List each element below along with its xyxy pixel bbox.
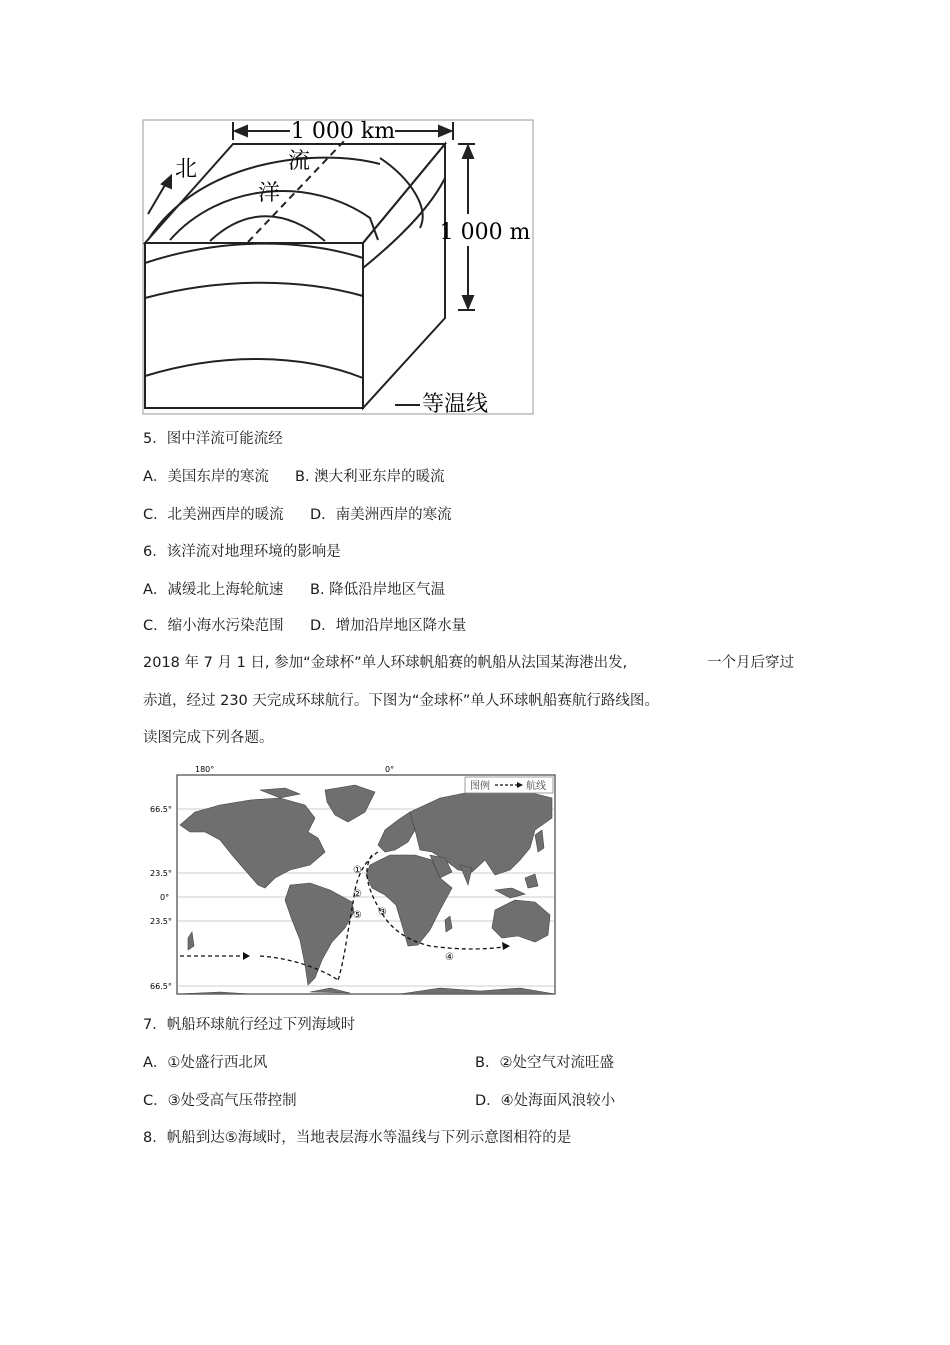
lon-0-label: 0°	[385, 765, 395, 774]
q5-stem: 5．图中洋流可能流经	[143, 431, 283, 447]
lon-180-label: 180°	[195, 765, 215, 774]
current-char-1: 流	[288, 149, 311, 174]
q5-option-d: D．南美洲西岸的寒流	[310, 507, 452, 523]
ocean-current-block-diagram	[140, 118, 540, 418]
isotherm-legend-label: 等温线	[422, 392, 489, 417]
passage-line-3: 读图完成下列各题。	[143, 730, 274, 746]
depth-label: 1 000 m	[439, 220, 531, 245]
lat-0-label: 0°	[160, 893, 170, 902]
q6-option-a: A．减缓北上海轮航速	[143, 582, 284, 598]
q7-stem: 7．帆船环球航行经过下列海域时	[143, 1017, 356, 1033]
lat-665s-label: 66.5°	[150, 982, 172, 991]
legend-route-label: 航线	[526, 781, 546, 792]
sailing-route-map	[140, 760, 560, 1000]
route-mark-5: ⑤	[353, 910, 362, 921]
route-mark-1: ①	[353, 865, 362, 876]
q7-option-a: A．①处盛行西北风	[143, 1055, 268, 1071]
route-mark-3: ③	[378, 907, 387, 918]
passage-line-1-end: 一个月后穿过	[707, 655, 794, 671]
q7-option-b: B．②处空气对流旺盛	[475, 1055, 614, 1071]
q5-option-b: B. 澳大利亚东岸的暖流	[295, 469, 445, 485]
legend-title: 图例	[470, 781, 490, 792]
q5-option-c: C．北美洲西岸的暖流	[143, 507, 284, 523]
q5-option-a: A．美国东岸的寒流	[143, 469, 269, 485]
q6-option-b: B. 降低沿岸地区气温	[310, 582, 446, 598]
q7-option-d: D．④处海面风浪较小	[475, 1093, 616, 1109]
passage-line-1: 2018 年 7 月 1 日, 参加“金球杯”单人环球帆船赛的帆船从法国某海港出发,	[143, 655, 628, 671]
width-label: 1 000 km	[290, 119, 396, 144]
lat-665n-label: 66.5°	[150, 805, 172, 814]
q6-option-c: C．缩小海水污染范围	[143, 618, 284, 634]
route-mark-2: ②	[353, 889, 362, 900]
q6-stem: 6．该洋流对地理环境的影响是	[143, 544, 341, 560]
q8-stem: 8．帆船到达⑤海域时，当地表层海水等温线与下列示意图相符的是	[143, 1130, 572, 1146]
current-char-2: 洋	[258, 181, 281, 206]
route-mark-4: ④	[445, 952, 454, 963]
q7-option-c: C．③处受高气压带控制	[143, 1093, 297, 1109]
q6-option-d: D．增加沿岸地区降水量	[310, 618, 467, 634]
north-label: 北	[175, 157, 198, 182]
lat-235s-label: 23.5°	[150, 917, 172, 926]
passage-line-2: 赤道，经过 230 天完成环球航行。下图为“金球杯”单人环球帆船赛航行路线图。	[143, 693, 659, 709]
lat-235n-label: 23.5°	[150, 869, 172, 878]
